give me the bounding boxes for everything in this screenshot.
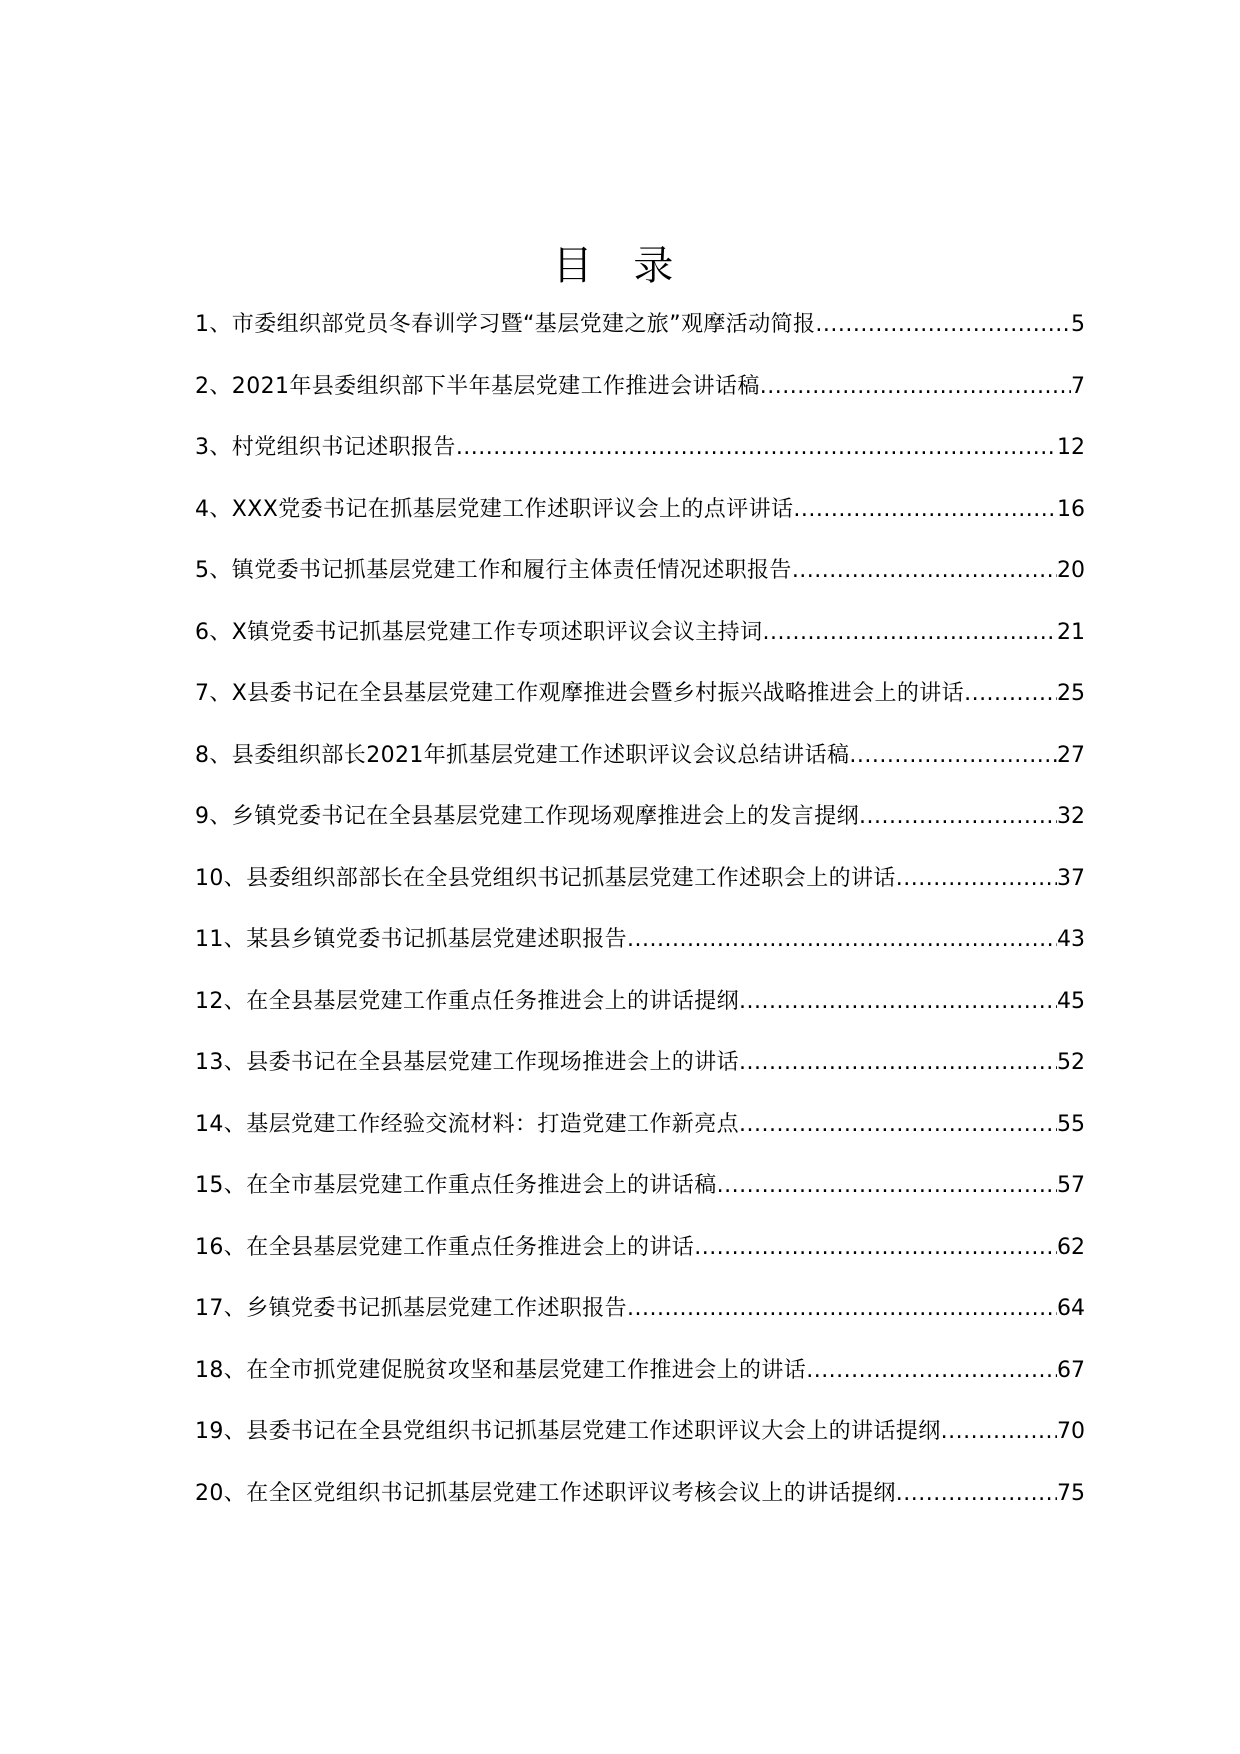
toc-entry-20[interactable]	[195, 1479, 1085, 1541]
toc-dot-leader	[456, 433, 1057, 463]
toc-entry-label: 15、在全市基层党建工作重点任务推进会上的讲话稿	[195, 1173, 717, 1198]
toc-entry-16[interactable]	[195, 1233, 1085, 1295]
toc-entry-label: 12、在全县基层党建工作重点任务推进会上的讲话提纲	[195, 988, 739, 1014]
toc-entry-8[interactable]	[195, 741, 1085, 803]
toc-entry-18[interactable]	[195, 1356, 1085, 1418]
toc-dot-leader	[762, 618, 1057, 648]
toc-entry-label: 2、2021年县委组织部下半年基层党建工作推进会讲话稿	[195, 373, 760, 399]
toc-dot-leader	[739, 987, 1057, 1017]
toc-entry-page-number: 64	[1057, 1296, 1085, 1321]
toc-dot-leader	[849, 741, 1057, 771]
toc-entry-page-number: 16	[1057, 496, 1085, 522]
toc-dot-leader	[964, 679, 1057, 709]
toc-entry-1[interactable]	[195, 310, 1085, 372]
toc-entry-page-number: 70	[1057, 1419, 1085, 1444]
toc-entry-15[interactable]	[195, 1171, 1085, 1233]
toc-entry-4[interactable]	[195, 495, 1085, 557]
toc-entry-label: 5、镇党委书记抓基层党建工作和履行主体责任情况述职报告	[195, 558, 792, 583]
toc-dot-leader	[739, 1048, 1057, 1078]
toc-entry-6[interactable]	[195, 618, 1085, 680]
toc-entry-page-number: 43	[1057, 927, 1085, 952]
toc-entry-9[interactable]	[195, 802, 1085, 864]
page-title: 目 录	[552, 242, 688, 289]
toc-entry-label: 1、市委组织部党员冬春训学习暨“基层党建之旅”观摩活动简报	[195, 312, 816, 337]
toc-entry-page-number: 5	[1071, 312, 1085, 337]
toc-dot-leader	[694, 1233, 1057, 1263]
toc-entry-page-number: 25	[1057, 681, 1085, 706]
toc-entry-label: 19、县委书记在全县党组织书记抓基层党建工作述职评议大会上的讲话提纲	[195, 1419, 941, 1444]
toc-entry-17[interactable]	[195, 1294, 1085, 1356]
toc-entry-11[interactable]	[195, 925, 1085, 987]
toc-dot-leader	[792, 556, 1057, 586]
toc-entry-page-number: 45	[1057, 988, 1085, 1014]
toc-dot-leader	[896, 1479, 1057, 1509]
toc-entry-3[interactable]	[195, 433, 1085, 495]
toc-entry-page-number: 12	[1057, 435, 1085, 460]
toc-entry-page-number: 27	[1057, 742, 1085, 768]
toc-dot-leader	[627, 1294, 1057, 1324]
toc-entry-page-number: 7	[1071, 373, 1085, 399]
toc-entry-page-number: 75	[1057, 1480, 1085, 1506]
toc-entry-7[interactable]	[195, 679, 1085, 741]
toc-entry-page-number: 62	[1057, 1234, 1085, 1260]
toc-entry-12[interactable]	[195, 987, 1085, 1049]
toc-entry-19[interactable]	[195, 1417, 1085, 1479]
toc-entry-page-number: 67	[1057, 1357, 1085, 1383]
toc-entry-label: 8、县委组织部长2021年抓基层党建工作述职评议会议总结讲话稿	[195, 742, 850, 768]
toc-dot-leader	[806, 1356, 1057, 1386]
toc-dot-leader	[941, 1417, 1057, 1447]
toc-entry-label: 18、在全市抓党建促脱贫攻坚和基层党建工作推进会上的讲话	[195, 1357, 807, 1383]
toc-entry-label: 3、村党组织书记述职报告	[195, 435, 456, 460]
toc-entry-label: 20、在全区党组织书记抓基层党建工作述职评议考核会议上的讲话提纲	[195, 1480, 896, 1506]
toc-entry-label: 4、XXX党委书记在抓基层党建工作述职评议会上的点评讲话	[195, 496, 794, 522]
toc-dot-leader	[739, 1110, 1057, 1140]
toc-dot-leader	[793, 495, 1057, 525]
toc-entry-10[interactable]	[195, 864, 1085, 926]
toc-entry-13[interactable]	[195, 1048, 1085, 1110]
toc-entry-label: 14、基层党建工作经验交流材料：打造党建工作新亮点	[195, 1111, 739, 1137]
toc-dot-leader	[815, 310, 1071, 340]
toc-entry-label: 11、某县乡镇党委书记抓基层党建述职报告	[195, 927, 627, 952]
toc-dot-leader	[760, 372, 1071, 402]
table-of-contents	[195, 310, 1085, 1540]
toc-dot-leader	[627, 925, 1057, 955]
toc-entry-2[interactable]	[195, 372, 1085, 434]
toc-entry-14[interactable]	[195, 1110, 1085, 1172]
toc-entry-label: 7、X县委书记在全县基层党建工作观摩推进会暨乡村振兴战略推进会上的讲话	[195, 681, 965, 706]
toc-dot-leader	[859, 802, 1057, 832]
toc-entry-label: 17、乡镇党委书记抓基层党建工作述职报告	[195, 1296, 627, 1321]
toc-entry-label: 16、在全县基层党建工作重点任务推进会上的讲话	[195, 1234, 695, 1260]
toc-entry-page-number: 57	[1057, 1173, 1085, 1198]
toc-entry-page-number: 55	[1057, 1111, 1085, 1137]
toc-entry-page-number: 21	[1057, 619, 1085, 645]
toc-entry-label: 6、X镇党委书记抓基层党建工作专项述职评议会议主持词	[195, 619, 763, 645]
toc-entry-label: 13、县委书记在全县基层党建工作现场推进会上的讲话	[195, 1050, 739, 1075]
toc-entry-5[interactable]	[195, 556, 1085, 618]
toc-entry-page-number: 52	[1057, 1050, 1085, 1075]
toc-dot-leader	[717, 1171, 1057, 1201]
toc-entry-page-number: 20	[1057, 558, 1085, 583]
toc-entry-label: 10、县委组织部部长在全县党组织书记抓基层党建工作述职会上的讲话	[195, 865, 896, 891]
toc-dot-leader	[896, 864, 1057, 894]
toc-entry-page-number: 37	[1057, 865, 1085, 891]
toc-entry-label: 9、乡镇党委书记在全县基层党建工作现场观摩推进会上的发言提纲	[195, 804, 859, 829]
toc-entry-page-number: 32	[1057, 804, 1085, 829]
